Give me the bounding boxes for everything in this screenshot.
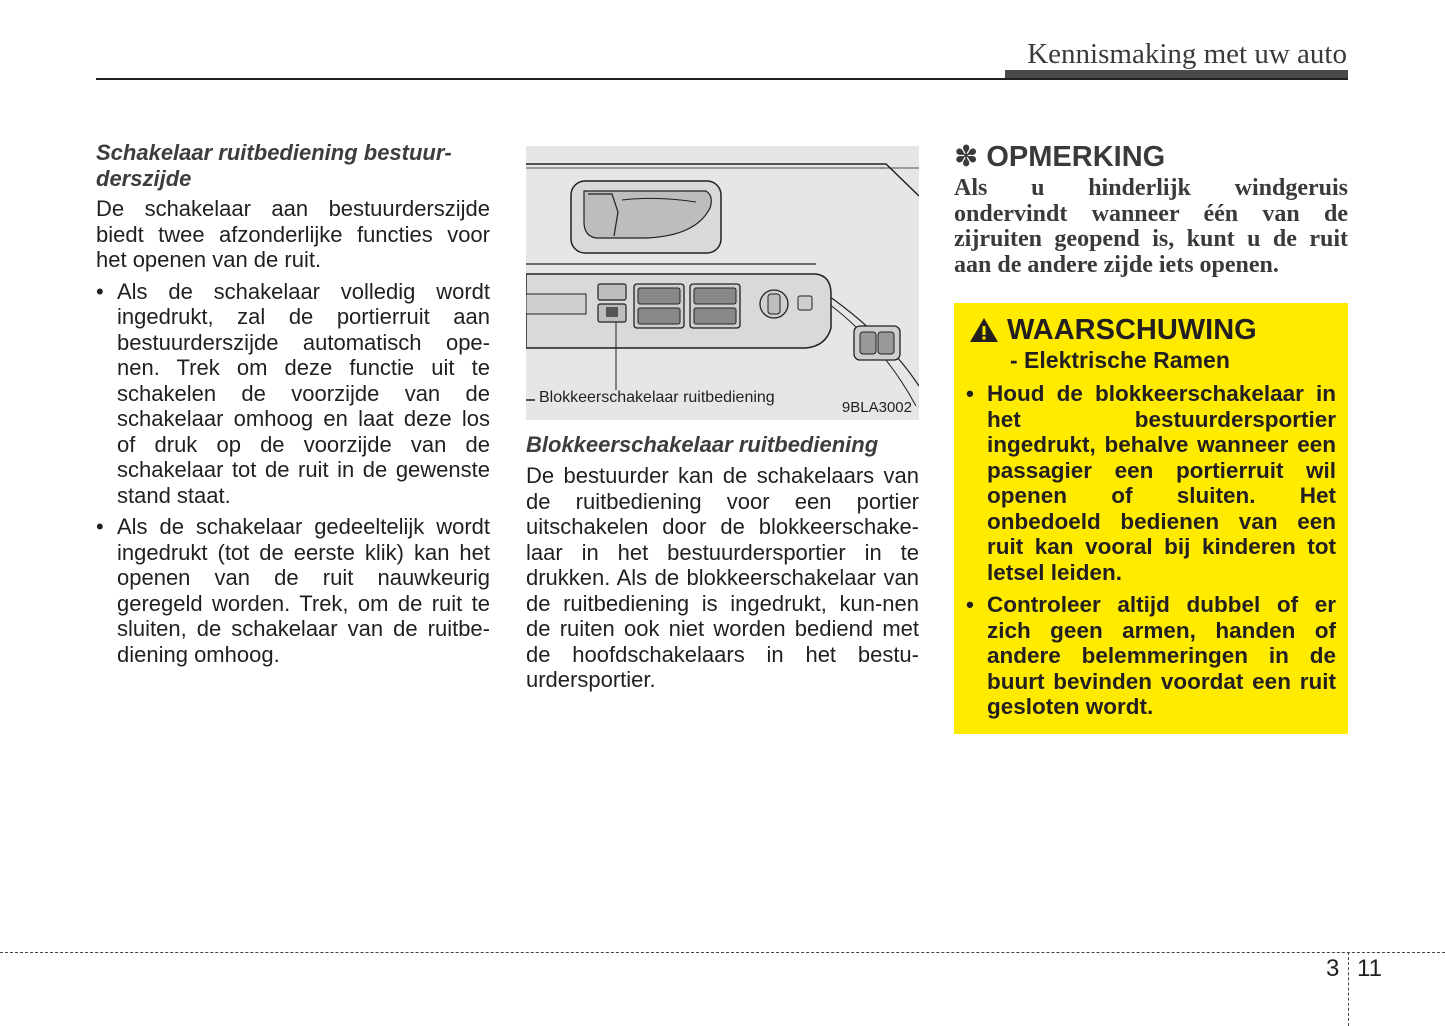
warning-box bbox=[954, 303, 1348, 734]
warning-subtitle: - Elektrische Ramen bbox=[1010, 347, 1230, 373]
chapter-number: 3 bbox=[1326, 955, 1340, 982]
running-header-title: Kennismaking met uw auto bbox=[1027, 38, 1347, 70]
lock-switch-paragraph: De bestuurder kan de schakelaars van de ruitbediening voor een portier uitschakelen door de blokkeerschake-laar in het bestuurdersportier in te drukken. Als de blokkeerschakelaar van de ruitbediening is ingedrukt, kun-nen de ruiten ook niet worden bediend met de hoofdschakelaars in het bestu-urdersportier. bbox=[526, 463, 919, 692]
warning-list bbox=[966, 381, 1336, 720]
section-heading-lock-switch: Blokkeerschakelaar ruitbediening bbox=[526, 432, 879, 457]
figure-code: 9BLA3002 bbox=[841, 399, 912, 416]
header-rule bbox=[96, 78, 1348, 80]
note-heading bbox=[954, 140, 1348, 174]
list-item: • Als de schakelaar gedeeltelijk wordt ingedrukt (tot de eerste klik) kan het openen van de ruit nauwkeurig geregeld worden. Trek, om de ruit te sluiten, de schakelaar van de ruitbe-diening omhoog. bbox=[96, 514, 490, 667]
asterisk-icon: ✽ bbox=[954, 141, 979, 173]
note-paragraph: Als u hinderlijk windgeruis ondervindt wanneer één van de zijruiten geopend is, kunt u de ruit aan de andere zijde iets openen. bbox=[954, 175, 1348, 278]
column-2 bbox=[526, 140, 919, 693]
warning-title bbox=[966, 313, 1336, 347]
page-number: 11 bbox=[1357, 955, 1382, 982]
column-3 bbox=[954, 140, 1348, 278]
section-heading-driver-switch: Schakelaar ruitbediening bestuur-derszijde bbox=[96, 140, 452, 191]
intro-paragraph: De schakelaar aan bestuurderszijde biedt twee afzonderlijke functies voor het openen van de ruit. bbox=[96, 196, 490, 272]
footer-dashed-rule bbox=[0, 952, 1445, 953]
warning-title-label: WAARSCHUWING bbox=[1007, 314, 1257, 346]
list-item: • Controleer altijd dubbel of er zich geen armen, handen of andere belemmeringen in de buurt bevinden voordat een ruit gesloten wordt. bbox=[966, 592, 1336, 719]
warning-triangle-icon bbox=[969, 316, 999, 344]
figure-callout-label: Blokkeerschakelaar ruitbediening bbox=[539, 389, 775, 406]
door-switch-illustration bbox=[526, 146, 919, 420]
footer-divider bbox=[1348, 952, 1349, 1026]
door-panel-drawing bbox=[526, 146, 919, 420]
bullet-list bbox=[96, 279, 490, 668]
list-item: • Als de schakelaar volledig wordt ingedrukt, zal de portierruit aan bestuurderszijde automatisch ope-nen. Trek om deze functie uit te schakelen de voorzijde van de schakelaar omhoog en laat deze los of druk op de voorzijde van de schakelaar tot de ruit in de gewenste stand staat. bbox=[96, 278, 490, 508]
column-1 bbox=[96, 140, 490, 673]
note-heading-label: OPMERKING bbox=[986, 141, 1166, 173]
list-item: • Houd de blokkeerschakelaar in het bestuurdersportier ingedrukt, behalve wanneer een passagier een portierruit wil openen of sluiten. Het onbedoeld bedienen van een ruit kan vooral bij kinderen tot letsel leiden. bbox=[966, 381, 1336, 585]
